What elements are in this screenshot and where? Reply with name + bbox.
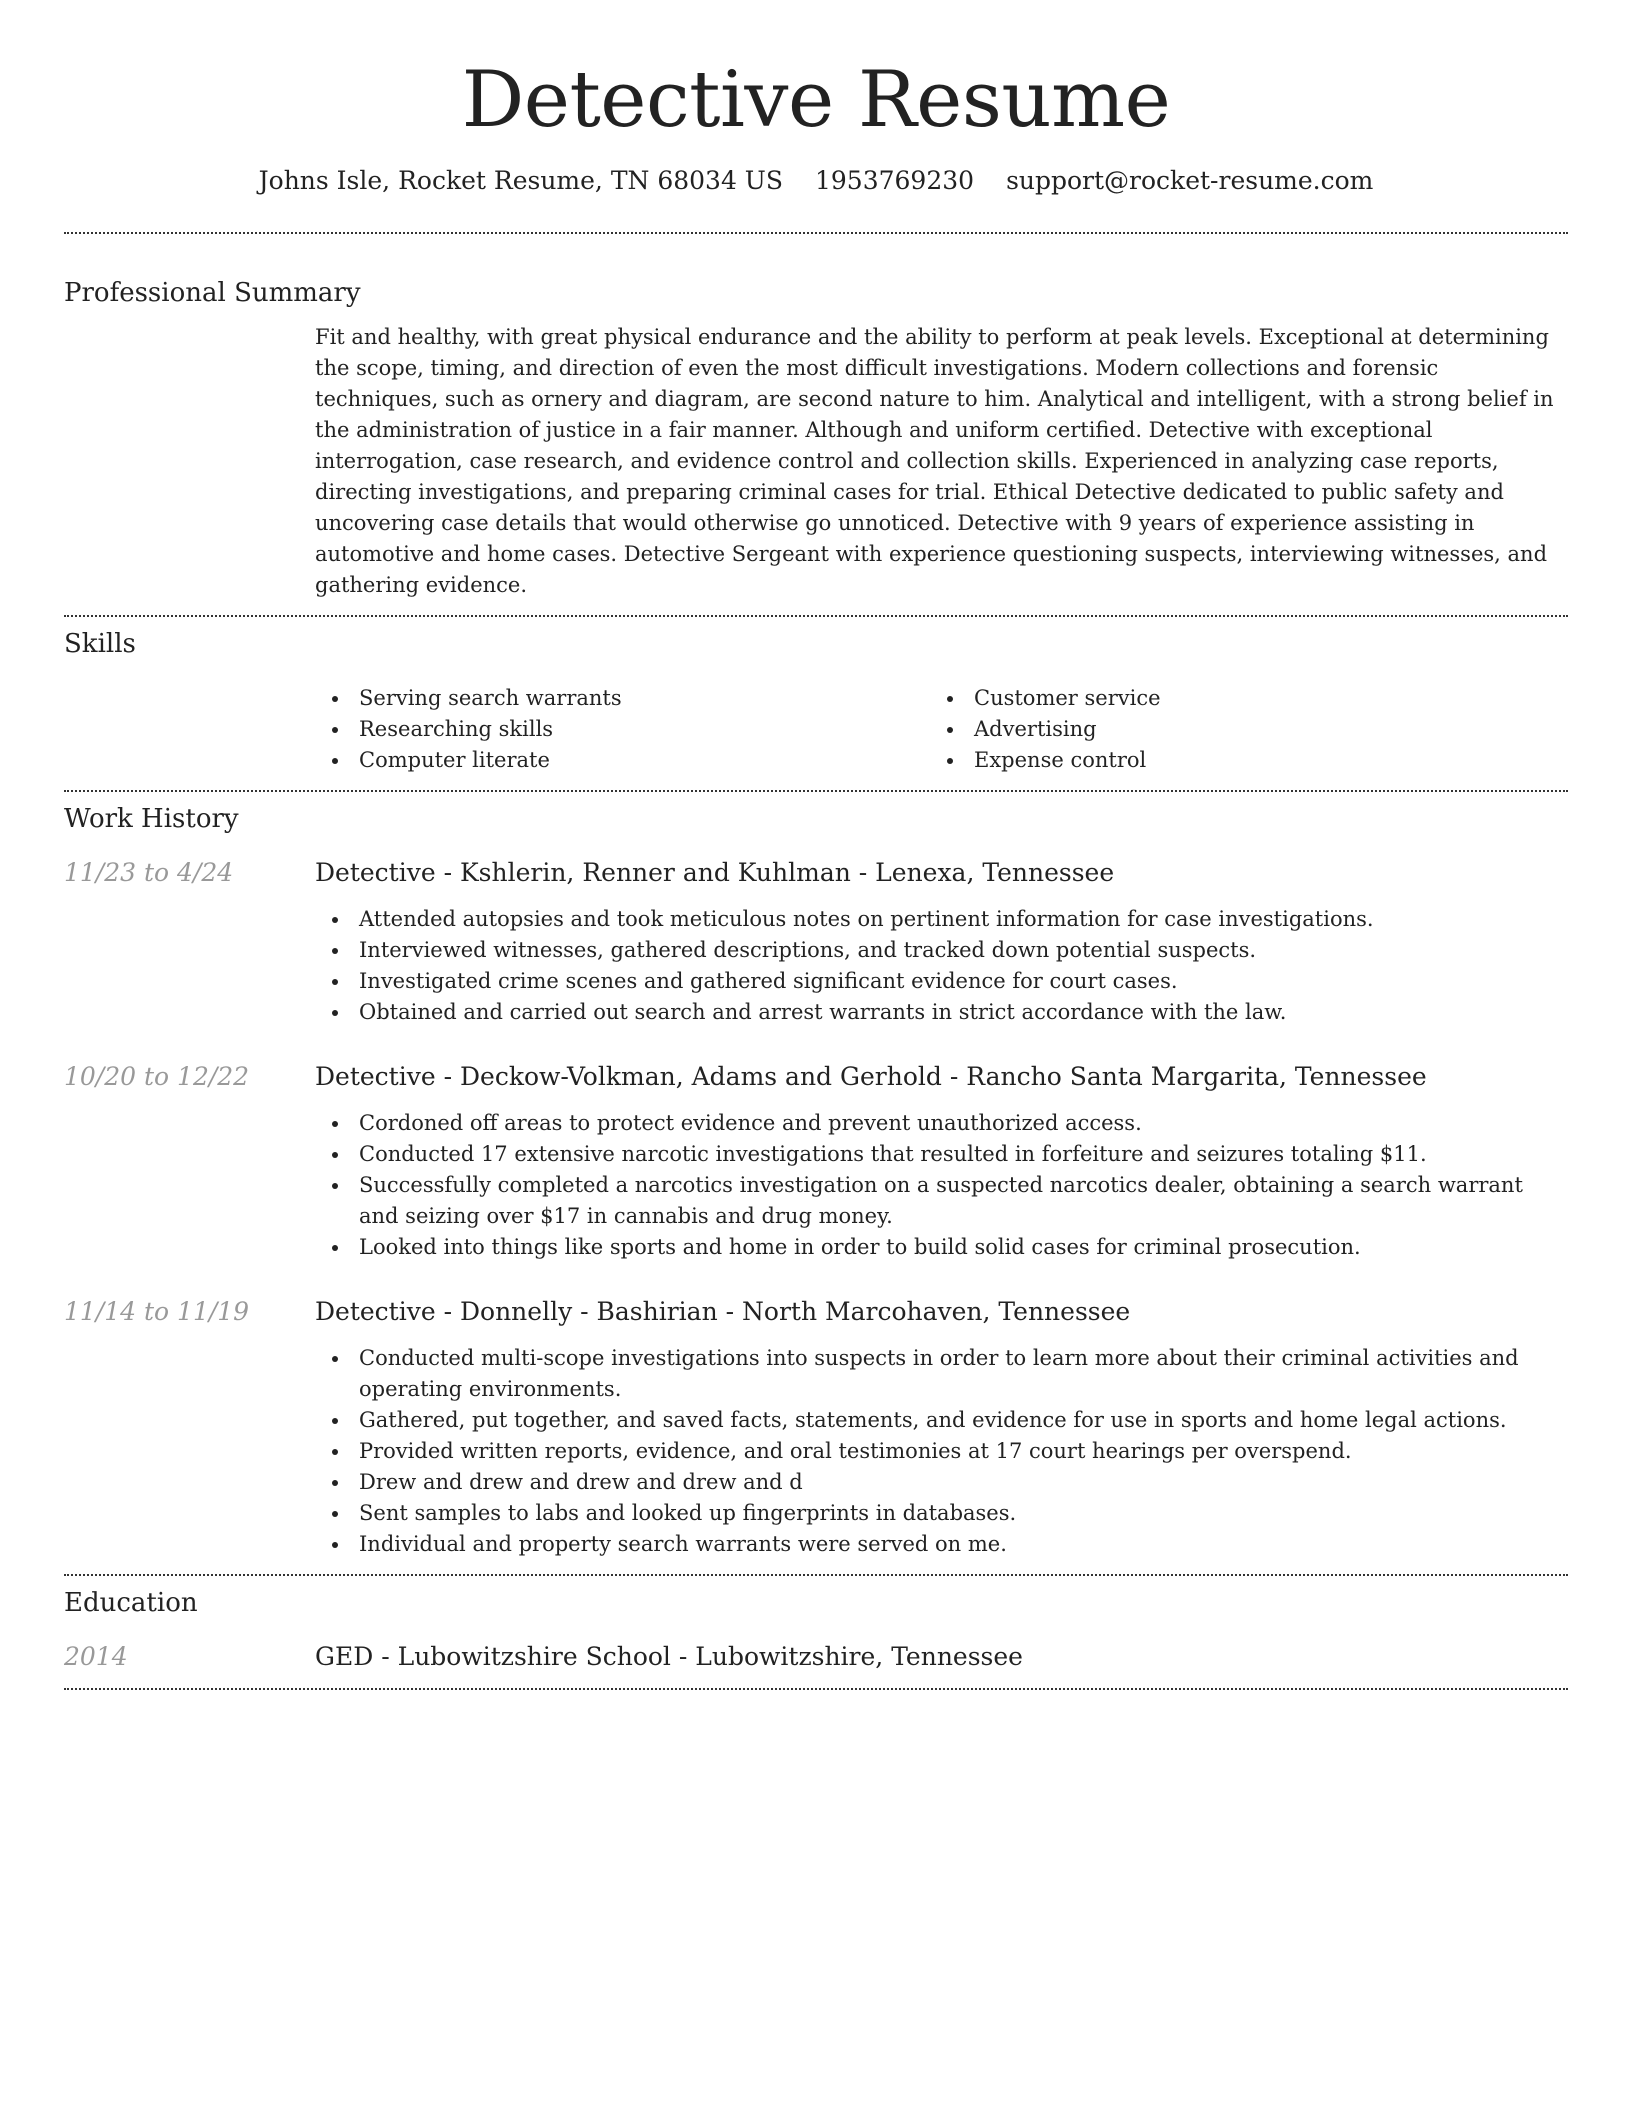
skill-item: Computer literate: [315, 745, 930, 776]
job-bullet: Conducted multi-scope investigations into suspects in order to learn more about their criminal activities and operating environments.: [315, 1343, 1568, 1405]
section-title-skills: Skills: [64, 629, 136, 659]
job-entry: [64, 1295, 1568, 1560]
education-body: [315, 1640, 1568, 1674]
section-title-work: Work History: [64, 804, 239, 834]
contact-info: [64, 164, 1568, 198]
job-bullet: Successfully completed a narcotics investigation on a suspected narcotics dealer, obtaining a search warrant and seizing over $17 in cannabis and drug money.: [315, 1170, 1568, 1232]
resume-page: [64, 0, 1568, 1690]
resume-title: Detective Resume: [461, 55, 1171, 145]
job-body: [315, 856, 1568, 1028]
job-bullet: Attended autopsies and took meticulous notes on pertinent information for case investigations.: [315, 904, 1568, 935]
skill-item: Customer service: [930, 683, 1545, 714]
job-body: [315, 1295, 1568, 1560]
job-entry: [64, 856, 1568, 1028]
section-title-education: Education: [64, 1588, 198, 1618]
job-bullet: Cordoned off areas to protect evidence and prevent unauthorized access.: [315, 1108, 1568, 1139]
job-date: 11/14 to 11/19: [64, 1297, 250, 1326]
section-divider: [64, 1574, 1568, 1576]
contact-phone: 1953769230: [815, 166, 975, 195]
job-bullet: Investigated crime scenes and gathered significant evidence for court cases.: [315, 966, 1568, 997]
job-bullet: Obtained and carried out search and arrest warrants in strict accordance with the law.: [315, 997, 1568, 1028]
job-body: [315, 1060, 1568, 1263]
job-bullets: [315, 904, 1568, 1028]
job-date: 10/20 to 12/22: [64, 1062, 250, 1091]
section-divider: [64, 232, 1568, 234]
contact-address: Johns Isle, Rocket Resume, TN 68034 US: [258, 166, 783, 195]
education-date: 2014: [64, 1642, 128, 1671]
skills-grid: [315, 683, 1568, 776]
job-bullet: Gathered, put together, and saved facts, statements, and evidence for use in sports and home legal actions.: [315, 1405, 1568, 1436]
section-divider: [64, 790, 1568, 792]
job-date: 11/23 to 4/24: [64, 858, 234, 887]
section-divider: [64, 615, 1568, 617]
work-history-section: [64, 802, 1568, 1560]
contact-email: support@rocket-resume.com: [1006, 166, 1374, 195]
education-section: [64, 1586, 1568, 1674]
skill-item: Advertising: [930, 714, 1545, 745]
job-bullet: Individual and property search warrants were served on me.: [315, 1529, 1568, 1560]
skills-section: [64, 627, 1568, 776]
education-entry: [64, 1640, 1568, 1674]
skill-item: Researching skills: [315, 714, 930, 745]
section-title-summary: Professional Summary: [64, 278, 361, 308]
job-bullet: Sent samples to labs and looked up fingerprints in databases.: [315, 1498, 1568, 1529]
skills-column-left: [315, 683, 930, 776]
job-heading: Detective - Kshlerin, Renner and Kuhlman - Lenexa, Tennessee: [315, 858, 1115, 887]
job-bullets: [315, 1343, 1568, 1560]
job-bullet: Interviewed witnesses, gathered descriptions, and tracked down potential suspects.: [315, 935, 1568, 966]
job-bullet: Looked into things like sports and home in order to build solid cases for criminal prosecution.: [315, 1232, 1568, 1263]
skill-item: Serving search warrants: [315, 683, 930, 714]
job-bullet: Drew and drew and drew and drew and d: [315, 1467, 1568, 1498]
education-heading: GED - Lubowitzshire School - Lubowitzshire, Tennessee: [315, 1642, 1023, 1671]
job-bullet: Conducted 17 extensive narcotic investigations that resulted in forfeiture and seizures totaling $11.: [315, 1139, 1568, 1170]
job-bullets: [315, 1108, 1568, 1263]
job-bullet: Provided written reports, evidence, and oral testimonies at 17 court hearings per overspend.: [315, 1436, 1568, 1467]
summary-text: Fit and healthy, with great physical endurance and the ability to perform at peak levels. Exceptional at determining the scope, timing, and direction of even the most difficult investigations. Modern collections and forensic techniques, such as ornery and diagram, are second nature to him. Analytical and intelligent, with a strong belief in the administration of justice in a fair manner. Although and uniform certified. Detective with exceptional interrogation, case research, and evidence control and collection skills. Experienced in analyzing case reports, directing investigations, and preparing criminal cases for trial. Ethical Detective dedicated to public safety and uncovering case details that would otherwise go unnoticed. Detective with 9 years of experience assisting in automotive and home cases. Detective Sergeant with experience questioning suspects, interviewing witnesses, and gathering evidence.: [315, 325, 1554, 597]
section-divider: [64, 1688, 1568, 1690]
job-entry: [64, 1060, 1568, 1263]
skill-item: Expense control: [930, 745, 1545, 776]
job-heading: Detective - Deckow-Volkman, Adams and Gerhold - Rancho Santa Margarita, Tennessee: [315, 1062, 1427, 1091]
professional-summary-section: [64, 276, 1568, 601]
skills-column-right: [930, 683, 1545, 776]
job-heading: Detective - Donnelly - Bashirian - North Marcohaven, Tennessee: [315, 1297, 1131, 1326]
